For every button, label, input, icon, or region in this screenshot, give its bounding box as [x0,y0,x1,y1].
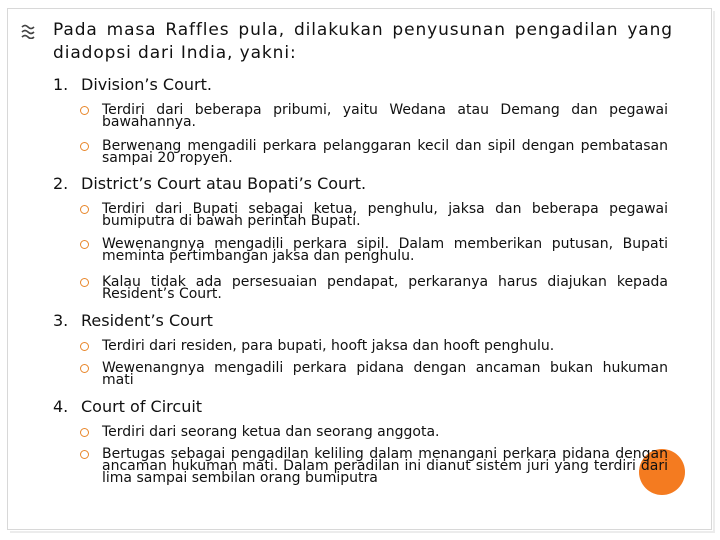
sub-item: Berwenang mengadili perkara pelanggaran kecil dan sipil dengan pembatasan sampai 20 ropyen. [102,138,668,166]
circle-bullet-icon [80,364,89,373]
circle-bullet-icon [80,450,89,459]
sub-item: Terdiri dari residen, para bupati, hooft jaksa dan hooft penghulu. [102,338,555,354]
circle-bullet-icon [80,142,89,151]
sub-item: Bertugas sebagai pengadilan keliling dalam menangani perkara pidana dengan ancaman hukuman mati. Dalam peradilan ini dianut sistem juri yang terdiri dari lima sampai sembilan orang bumiputra [102,446,668,486]
sub-item: Terdiri dari seorang ketua dan seorang anggota. [102,424,440,440]
item-number: 4. [53,397,69,416]
list-item-1 [53,75,212,95]
sub-item: Kalau tidak ada persesuaian pendapat, perkaranya harus diajukan kepada Resident’s Court. [102,274,668,302]
item-number: 3. [53,311,69,330]
item-number: 1. [53,75,69,94]
circle-bullet-icon [80,205,89,214]
circle-bullet-icon [80,428,89,437]
item-title: Division’s Court. [81,75,212,94]
list-item-3 [53,311,213,331]
sub-item: Wewenangnya mengadili perkara sipil. Dalam memberikan putusan, Bupati meminta pertimbangan jaksa dan penghulu. [102,236,668,264]
item-title: District’s Court atau Bopati’s Court. [81,174,367,193]
lead-paragraph: Pada masa Raffles pula, dilakukan penyusunan pengadilan yang diadopsi dari India, yakni: [53,20,673,63]
wave-bullet-icon [20,23,40,39]
list-item-2 [53,174,366,194]
sub-item: Wewenangnya mengadili perkara pidana dengan ancaman bukan hukuman mati [102,360,668,388]
sub-item: Terdiri dari Bupati sebagai ketua, penghulu, jaksa dan beberapa pegawai bumiputra di bawah perintah Bupati. [102,201,668,229]
list-item-4 [53,397,202,417]
circle-bullet-icon [80,278,89,287]
circle-bullet-icon [80,240,89,249]
item-number: 2. [53,174,69,193]
circle-bullet-icon [80,342,89,351]
item-title: Resident’s Court [81,311,213,330]
item-title: Court of Circuit [81,397,203,416]
sub-item: Terdiri dari beberapa pribumi, yaitu Wedana atau Demang dan pegawai bawahannya. [102,102,668,130]
circle-bullet-icon [80,106,89,115]
